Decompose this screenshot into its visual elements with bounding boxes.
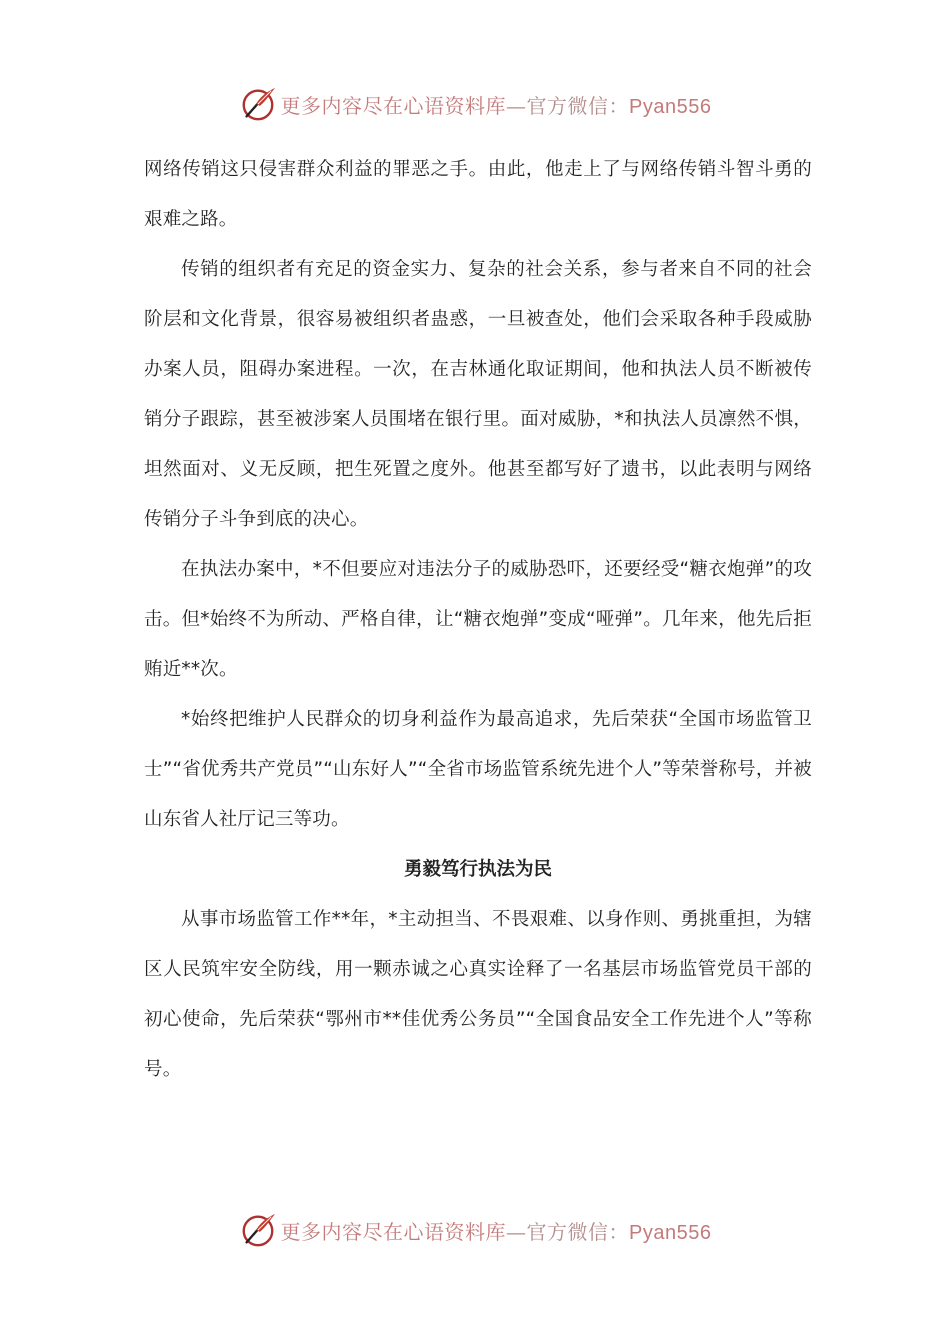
banner-title: 更多内容尽在心语资料库 [280, 93, 507, 118]
banner-promo-text [281, 1216, 712, 1245]
paragraph-4: *始终把维护人民群众的切身利益作为最高追求，先后荣获“全国市场监管卫士”“省优秀共产党员”“山东好人”“全省市场监管系统先进个人”等荣誉称号，并被山东省人社厅记三等功。 [144, 709, 812, 830]
document-body [144, 145, 812, 1095]
banner-separator: — [506, 1219, 527, 1244]
banner-separator: — [506, 93, 527, 118]
banner-wechat-label: 官方微信： [526, 93, 630, 118]
footer-banner [0, 1208, 950, 1252]
banner-wechat-label: 官方微信： [526, 1219, 630, 1244]
section-title: 勇毅笃行执法为民 [403, 859, 552, 880]
banner-promo-text [281, 90, 712, 119]
header-banner [0, 82, 950, 126]
quill-logo-icon [239, 85, 277, 123]
quill-logo-icon [239, 1211, 277, 1249]
banner-wechat-id: Pyan556 [629, 95, 712, 118]
paragraph-3: 在执法办案中，*不但要应对违法分子的威胁恐吓，还要经受“糖衣炮弹”的攻击。但*始终不为所动、严格自律，让“糖衣炮弹”变成“哑弹”。几年来，他先后拒贿近**次。 [144, 559, 812, 680]
paragraph-2: 传销的组织者有充足的资金实力、复杂的社会关系，参与者来自不同的社会阶层和文化背景，很容易被组织者蛊惑，一旦被查处，他们会采取各种手段威胁办案人员，阻碍办案进程。一次，在吉林通化取证期间，他和执法人员不断被传销分子跟踪，甚至被涉案人员围堵在银行里。面对威胁，*和执法人员凛然不惧，坦然面对、义无反顾，把生死置之度外。他甚至都写好了遗书，以此表明与网络传销分子斗争到底的决心。 [144, 259, 812, 530]
paragraph-5: 从事市场监管工作**年，*主动担当、不畏艰难、以身作则、勇挑重担，为辖区人民筑牢安全防线，用一颗赤诚之心真实诠释了一名基层市场监管党员干部的初心使命，先后荣获“鄂州市**佳优秀公务员”“全国食品安全工作先进个人”等称号。 [144, 909, 812, 1080]
paragraph-1: 网络传销这只侵害群众利益的罪恶之手。由此，他走上了与网络传销斗智斗勇的艰难之路。 [144, 159, 812, 230]
banner-wechat-id: Pyan556 [629, 1221, 712, 1244]
banner-title: 更多内容尽在心语资料库 [280, 1219, 507, 1244]
